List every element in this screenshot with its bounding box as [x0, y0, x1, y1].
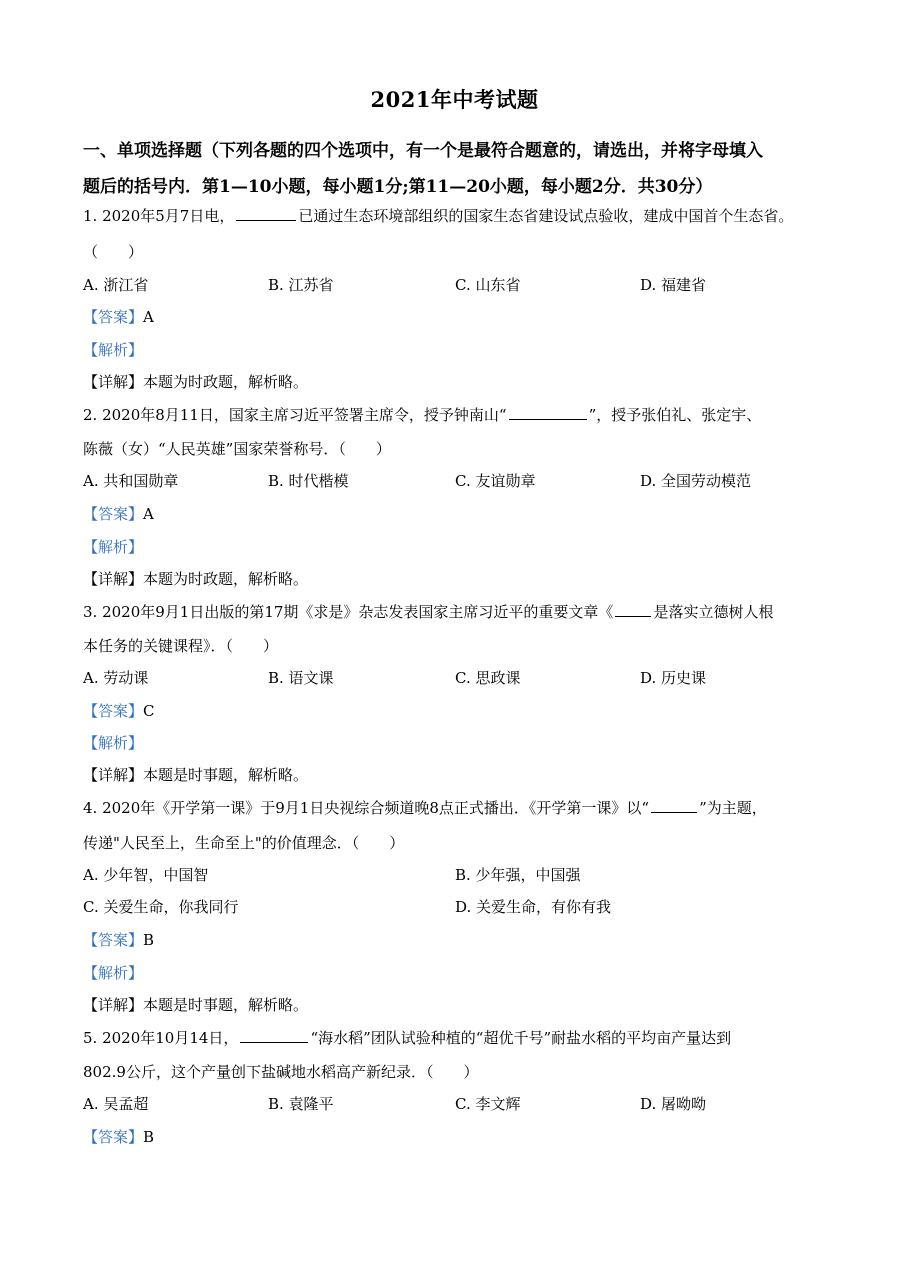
question-1-detail: [83, 371, 843, 392]
question-5-option-a: A. 吴孟超: [83, 1095, 149, 1113]
question-4-stem-start: 4. 2020年《开学第一课》于9月1日央视综合频道晚8点正式播出．《开学第一课》以“: [83, 799, 650, 817]
section-heading-line-2: 题后的括号内．第1—10小题，每小题1分;第11—20小题，每小题2分．共30分）: [83, 177, 713, 197]
question-1-detail-text: 本题为时政题，解析略。: [143, 373, 309, 391]
question-4-option-a: A. 少年智，中国智: [83, 866, 209, 884]
question-1-option-d: D. 福建省: [640, 276, 707, 294]
question-3-stem-start: 3. 2020年9月1日出版的第17期《求是》杂志发表国家主席习近平的重要文章《: [83, 603, 614, 621]
question-1-option-b: B. 江苏省: [268, 276, 334, 294]
question-3-stem: [83, 601, 843, 622]
question-2-detail: [83, 568, 843, 589]
question-5-option-b: B. 袁隆平: [268, 1095, 334, 1113]
question-5-stem-end: “海水稻”团队试验种植的“超优千号”耐盐水稻的平均亩产量达到: [310, 1029, 732, 1047]
question-2-stem-line-2: 陈薇（女）“人民英雄”国家荣誉称号．（ ）: [83, 440, 391, 458]
answer-label: 【答案】: [83, 1128, 144, 1146]
question-1-answer-value: A: [143, 308, 154, 326]
question-3-option-a: A. 劳动课: [83, 669, 149, 687]
question-4-option-b: B. 少年强，中国强: [455, 866, 581, 884]
question-2-stem: [83, 404, 843, 425]
question-2-option-a: A. 共和国勋章: [83, 472, 179, 490]
question-1-stem: [83, 205, 843, 226]
page-title: 2021年中考试题: [370, 87, 539, 112]
question-4-option-c: C. 关爱生命，你我同行: [83, 898, 239, 916]
question-3-answer-value: C: [143, 702, 155, 720]
question-2-option-c: C. 友谊勋章: [455, 472, 536, 490]
question-3-option-c: C. 思政课: [455, 669, 521, 687]
question-4-detail: [83, 994, 843, 1015]
question-3-stem-end: 是落实立德树人根: [653, 603, 774, 621]
question-3-option-d: D. 历史课: [640, 669, 707, 687]
question-4-option-d: D. 关爱生命，有你有我: [455, 898, 612, 916]
answer-label: 【答案】: [83, 931, 144, 949]
question-1-answer: [83, 306, 843, 327]
question-4-blank: [651, 798, 697, 813]
answer-label: 【答案】: [83, 505, 144, 523]
question-3-option-b: B. 语文课: [268, 669, 334, 687]
question-2-option-d: D. 全国劳动模范: [640, 472, 752, 490]
question-3-analysis-label: 【解析】: [83, 734, 144, 752]
question-5-answer: [83, 1126, 843, 1147]
question-1-blank: [236, 206, 296, 221]
question-4-detail-text: 本题是时事题，解析略。: [143, 996, 309, 1014]
question-2-option-b: B. 时代楷模: [268, 472, 349, 490]
question-3-detail: [83, 764, 843, 785]
question-4-stem: [83, 797, 843, 818]
question-3-blank: [615, 602, 651, 617]
question-2-detail-text: 本题为时政题，解析略。: [143, 570, 309, 588]
question-5-option-c: C. 李文辉: [455, 1095, 521, 1113]
answer-label: 【答案】: [83, 702, 144, 720]
question-5-stem: [83, 1027, 843, 1048]
question-2-answer-value: A: [143, 505, 154, 523]
question-4-stem-line-2: 传递"人民至上，生命至上"的价值理念．（ ）: [83, 834, 405, 852]
detail-label: 【详解】: [83, 766, 144, 784]
question-1-stem-end: 已通过生态环境部组织的国家生态省建设试点验收，建成中国首个生态省。: [298, 207, 794, 225]
question-5-stem-line-2: 802.9公斤，这个产量创下盐碱地水稻高产新纪录．（ ）: [83, 1063, 479, 1081]
question-4-answer: [83, 929, 843, 950]
question-1-option-a: A. 浙江省: [83, 276, 149, 294]
question-1-stem-start: 1. 2020年5月7日电，: [83, 207, 235, 225]
question-2-analysis-label: 【解析】: [83, 538, 144, 556]
detail-label: 【详解】: [83, 373, 144, 391]
question-5-blank: [240, 1028, 308, 1043]
question-1-stem-line-2: （ ）: [83, 243, 144, 261]
question-1-option-c: C. 山东省: [455, 276, 521, 294]
question-4-answer-value: B: [143, 931, 155, 949]
question-2-stem-end: ”，授予张伯礼、张定宇、: [588, 406, 762, 424]
question-3-answer: [83, 700, 843, 721]
question-3-stem-line-2: 本任务的关键课程》．（ ）: [83, 637, 279, 655]
detail-label: 【详解】: [83, 996, 144, 1014]
detail-label: 【详解】: [83, 570, 144, 588]
question-3-detail-text: 本题是时事题，解析略。: [143, 766, 309, 784]
question-1-analysis-label: 【解析】: [83, 341, 144, 359]
question-5-option-d: D. 屠呦呦: [640, 1095, 707, 1113]
question-2-answer: [83, 503, 843, 524]
question-2-stem-start: 2. 2020年8月11日，国家主席习近平签署主席令，授予钟南山“: [83, 406, 507, 424]
question-5-stem-start: 5. 2020年10月14日，: [83, 1029, 239, 1047]
question-2-blank: [509, 405, 587, 420]
question-4-stem-end: ”为主题，: [699, 799, 767, 817]
question-5-answer-value: B: [143, 1128, 155, 1146]
question-4-analysis-label: 【解析】: [83, 964, 144, 982]
answer-label: 【答案】: [83, 308, 144, 326]
section-heading-line-1: 一、单项选择题（下列各题的四个选项中，有一个是最符合题意的，请选出，并将字母填入: [83, 141, 763, 161]
